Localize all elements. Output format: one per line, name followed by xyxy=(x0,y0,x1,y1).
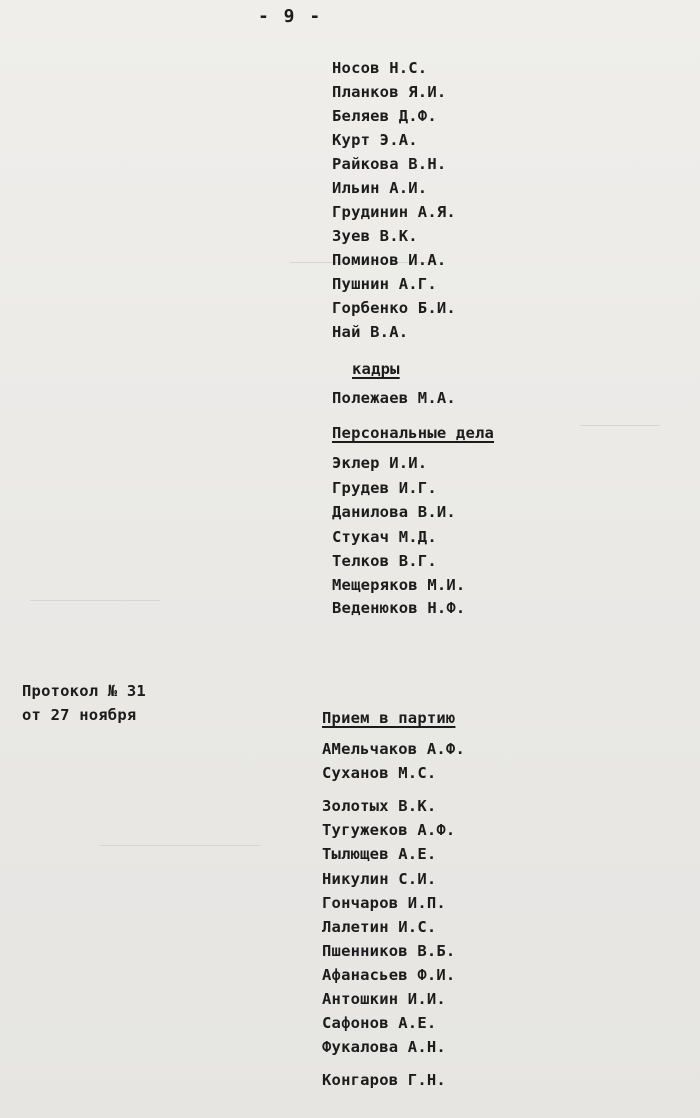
list-item: Ильин А.И. xyxy=(332,179,428,197)
list-item: Тугужеков А.Ф. xyxy=(322,821,456,839)
list-item: Пушнин А.Г. xyxy=(332,275,437,293)
list-item: Грудев И.Г. xyxy=(332,479,437,497)
section-heading-cadres: кадры xyxy=(352,360,400,378)
list-item: Беляев Д.Ф. xyxy=(332,107,437,125)
list-item: Курт Э.А. xyxy=(332,131,418,149)
section-heading-personal: Персональные дела xyxy=(332,424,495,442)
list-item: Фукалова А.Н. xyxy=(322,1038,446,1056)
list-item: Зуев В.К. xyxy=(332,227,418,245)
list-item: Антошкин И.И. xyxy=(322,990,446,1008)
list-item: Веденюков Н.Ф. xyxy=(332,599,466,617)
protocol-date: от 27 ноября xyxy=(22,706,137,724)
page-number: - 9 - xyxy=(258,6,323,27)
list-item: Мещеряков М.И. xyxy=(332,576,466,594)
list-item: Гончаров И.П. xyxy=(322,894,446,912)
list-item: АМельчаков А.Ф. xyxy=(322,740,465,758)
list-item: Конгаров Г.Н. xyxy=(322,1071,446,1089)
protocol-number: Протокол № 31 xyxy=(22,682,146,700)
list-item: Горбенко Б.И. xyxy=(332,299,456,317)
list-item: Никулин С.И. xyxy=(322,870,437,888)
list-item: Лалетин И.С. xyxy=(322,918,437,936)
list-item: Планков Я.И. xyxy=(332,83,447,101)
list-item: Поминов И.А. xyxy=(332,251,447,269)
section-heading-admission: Прием в партию xyxy=(322,709,456,727)
list-item: Данилова В.И. xyxy=(332,503,456,521)
list-item: Райкова В.Н. xyxy=(332,155,447,173)
list-item: Суханов М.С. xyxy=(322,764,437,782)
list-item: Тылющев А.Е. xyxy=(322,845,437,863)
list-item: Телков В.Г. xyxy=(332,552,437,570)
list-item: Стукач М.Д. xyxy=(332,528,437,546)
list-item: Афанасьев Ф.И. xyxy=(322,966,456,984)
list-item: Золотых В.К. xyxy=(322,797,437,815)
list-item: Носов Н.С. xyxy=(332,59,428,77)
list-item: Сафонов А.Е. xyxy=(322,1014,437,1032)
list-item: Эклер И.И. xyxy=(332,454,428,472)
list-item: Грудинин А.Я. xyxy=(332,203,456,221)
list-item: Пшенников В.Б. xyxy=(322,942,456,960)
list-item: Полежаев М.А. xyxy=(332,389,456,407)
list-item: Най В.А. xyxy=(332,323,409,341)
